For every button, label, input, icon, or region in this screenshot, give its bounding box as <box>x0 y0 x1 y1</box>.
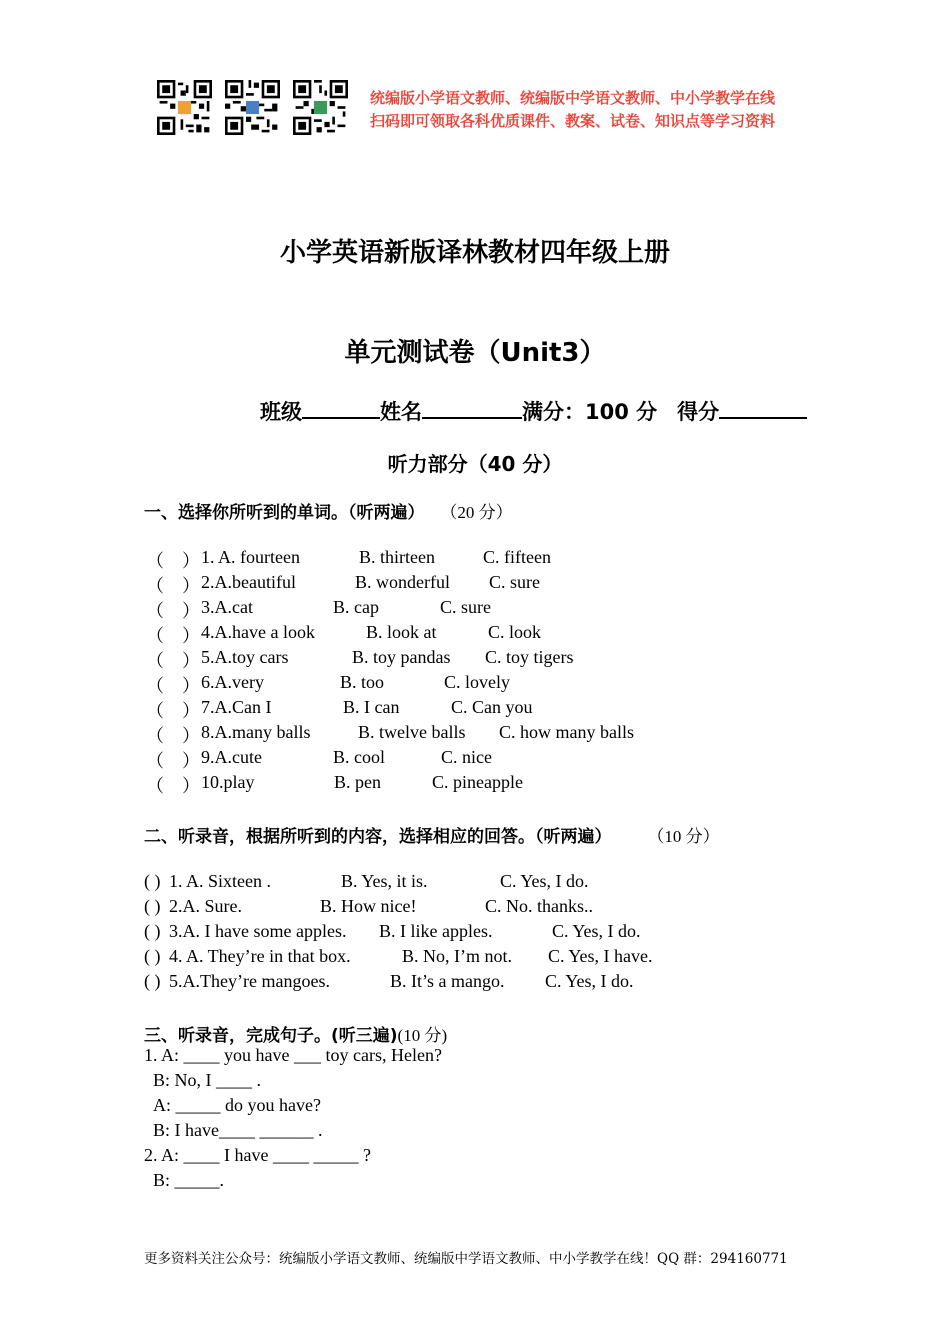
class-label: 班级 <box>260 400 302 424</box>
option-c: C. sure <box>440 597 491 617</box>
option-c: C. how many balls <box>499 722 634 742</box>
section2-heading <box>144 822 720 847</box>
option-c: C. toy tigers <box>485 647 574 667</box>
name-label: 姓名 <box>380 400 422 424</box>
option-c: C. look <box>488 622 542 642</box>
question-row <box>0 697 950 722</box>
listening-header: 听力部分（40 分） <box>387 452 563 476</box>
question-row <box>0 547 950 572</box>
option-a: 5.A.toy cars <box>201 647 289 667</box>
promo-line-2: 扫码即可领取各科优质课件、教案、试卷、知识点等学习资料 <box>370 112 776 130</box>
option-b: B. Yes, it is. <box>341 871 428 891</box>
option-b: B. cap <box>333 597 379 617</box>
answer-bracket[interactable]: （ ） <box>146 601 200 621</box>
option-c: C. fifteen <box>483 547 551 567</box>
option-b: B. thirteen <box>359 547 435 567</box>
option-c: C. nice <box>441 747 492 767</box>
question-row <box>0 747 950 772</box>
option-a: 4. A. They’re in that box. <box>169 946 351 966</box>
question-row <box>0 871 950 896</box>
answer-bracket[interactable]: ( ) <box>144 946 161 966</box>
info-line <box>260 396 807 426</box>
section3-title: 三、听录音，完成句子。(听三遍) <box>144 1026 398 1046</box>
full-score: 满分：100 分 <box>522 400 658 424</box>
sentence-line: 1. A: ____ you have ___ toy cars, Helen? <box>144 1045 442 1065</box>
option-b: B. twelve balls <box>358 722 466 742</box>
sentence-line: B: _____. <box>153 1170 225 1190</box>
title-line-1: 小学英语新版译林教材四年级上册 <box>279 238 670 268</box>
option-a: 10.play <box>201 772 255 792</box>
title-line-2: 单元测试卷（Unit3） <box>344 338 606 368</box>
option-c: C. pineapple <box>432 772 523 792</box>
question-row <box>0 946 950 971</box>
sentence-line: B: I have____ ______ . <box>153 1120 323 1140</box>
option-b: B. It’s a mango. <box>390 971 505 991</box>
option-b: B. I like apples. <box>379 921 493 941</box>
question-row <box>0 572 950 597</box>
question-row <box>0 647 950 672</box>
section1-heading <box>144 498 513 523</box>
option-a: 9.A.cute <box>201 747 262 767</box>
option-c: C. sure <box>489 572 540 592</box>
answer-bracket[interactable]: ( ) <box>144 971 161 991</box>
question-row <box>0 971 950 996</box>
qr-code-3 <box>293 80 348 135</box>
section1-title: 一、选择你所听到的单词。（听两遍） <box>144 503 425 523</box>
option-a: 4.A.have a look <box>201 622 315 642</box>
answer-bracket[interactable]: ( ) <box>144 921 161 941</box>
answer-bracket[interactable]: ( ) <box>144 896 161 916</box>
question-row <box>0 772 950 797</box>
option-b: B. How nice! <box>320 896 417 916</box>
option-c: C. Yes, I do. <box>500 871 589 891</box>
question-row <box>0 722 950 747</box>
answer-bracket[interactable]: ( ) <box>144 871 161 891</box>
option-b: B. too <box>340 672 385 692</box>
answer-bracket[interactable]: （ ） <box>146 651 200 671</box>
option-a: 3.A.cat <box>201 597 253 617</box>
option-b: B. No, I’m not. <box>402 946 512 966</box>
section2-points: （10 分） <box>647 827 720 846</box>
section3-heading <box>144 1021 447 1046</box>
section1-points: （20 分） <box>440 503 513 522</box>
option-a: 1. A. fourteen <box>201 547 300 567</box>
option-b: B. look at <box>366 622 437 642</box>
option-c: C. No. thanks.. <box>485 896 593 916</box>
answer-bracket[interactable]: （ ） <box>146 551 200 571</box>
option-a: 5.A.They’re mangoes. <box>169 971 330 991</box>
option-b: B. toy pandas <box>352 647 451 667</box>
answer-bracket[interactable]: （ ） <box>146 726 200 746</box>
option-a: 8.A.many balls <box>201 722 311 742</box>
option-a: 2.A.beautiful <box>201 572 296 592</box>
option-c: C. Yes, I do. <box>552 921 641 941</box>
option-b: B. pen <box>334 772 381 792</box>
option-c: C. lovely <box>444 672 510 692</box>
name-blank[interactable] <box>422 399 522 419</box>
answer-bracket[interactable]: （ ） <box>146 676 200 696</box>
answer-bracket[interactable]: （ ） <box>146 626 200 646</box>
option-a: 6.A.very <box>201 672 264 692</box>
question-row <box>0 921 950 946</box>
section2-title: 二、听录音，根据所听到的内容，选择相应的回答。（听两遍） <box>144 827 612 847</box>
option-b: B. cool <box>333 747 385 767</box>
sentence-line: 2. A: ____ I have ____ _____ ? <box>144 1145 371 1165</box>
answer-bracket[interactable]: （ ） <box>146 751 200 771</box>
answer-bracket[interactable]: （ ） <box>146 576 200 596</box>
option-a: 3.A. I have some apples. <box>169 921 347 941</box>
option-a: 2.A. Sure. <box>169 896 242 916</box>
option-c: C. Yes, I do. <box>545 971 634 991</box>
question-row <box>0 896 950 921</box>
question-row <box>0 672 950 697</box>
promo-line-1: 统编版小学语文教师、统编版中学语文教师、中小学教学在线 <box>370 89 776 107</box>
question-row <box>0 597 950 622</box>
option-c: C. Yes, I have. <box>548 946 653 966</box>
section3-points: (10 分) <box>397 1026 448 1045</box>
option-a: 1. A. Sixteen . <box>169 871 271 891</box>
option-b: B. I can <box>343 697 400 717</box>
sentence-line: B: No, I ____ . <box>153 1070 261 1090</box>
qr-code-1 <box>157 80 212 135</box>
class-blank[interactable] <box>302 399 380 419</box>
option-b: B. wonderful <box>355 572 450 592</box>
question-row <box>0 622 950 647</box>
score-blank[interactable] <box>719 399 807 419</box>
footer-note: 更多资料关注公众号：统编版小学语文教师、统编版中学语文教师、中小学教学在线！QQ 群：294160771 <box>144 1251 788 1267</box>
answer-bracket[interactable]: （ ） <box>146 701 200 721</box>
sentence-line: A: _____ do you have? <box>153 1095 321 1115</box>
answer-bracket[interactable]: （ ） <box>146 776 200 796</box>
qr-code-2 <box>225 80 280 135</box>
option-a: 7.A.Can I <box>201 697 272 717</box>
option-c: C. Can you <box>451 697 533 717</box>
score-label: 得分 <box>677 400 720 424</box>
